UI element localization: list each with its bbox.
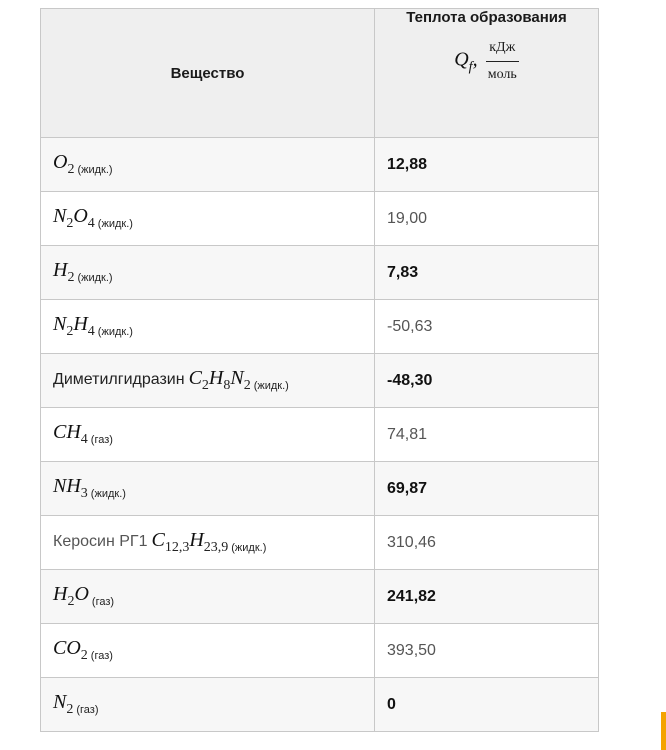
table-row	[41, 678, 599, 732]
substance-cell	[41, 138, 375, 192]
formula-element: H	[73, 313, 88, 335]
formula-element: H	[53, 259, 68, 281]
formula-subscript: 8	[223, 378, 231, 393]
header-substance: Вещество	[41, 9, 375, 138]
unit-numerator: кДж	[486, 40, 519, 62]
formula-element: N	[53, 205, 67, 227]
formula-element: NH	[53, 475, 81, 497]
table-row	[41, 354, 599, 408]
table-row	[41, 462, 599, 516]
formula-subscript: 2	[67, 270, 75, 285]
phase-label: (газ)	[90, 650, 113, 662]
formula-element: CO	[53, 637, 81, 659]
substance-cell	[41, 408, 375, 462]
heat-value: 7,83	[375, 246, 599, 300]
table-row	[41, 570, 599, 624]
heat-value: 12,88	[375, 138, 599, 192]
unit-denominator: моль	[487, 67, 517, 82]
header-heat-title: Теплота образования	[406, 9, 567, 26]
substance-cell	[41, 678, 375, 732]
table-header	[41, 9, 599, 138]
table-row	[41, 192, 599, 246]
heat-value: -48,30	[375, 354, 599, 408]
unit-fraction	[486, 40, 519, 83]
formula-subscript: 2	[67, 594, 75, 609]
table-row	[41, 516, 599, 570]
formula-subscript: 2	[243, 378, 251, 393]
table-row	[41, 138, 599, 192]
substance-cell	[41, 354, 375, 408]
heat-value: 241,82	[375, 570, 599, 624]
formula-subscript: 12,3	[164, 540, 190, 555]
formula-subscript: 2	[80, 648, 88, 663]
formula-element: H	[53, 583, 68, 605]
formula-subscript: 4	[87, 324, 95, 339]
formula-subscript: 4	[87, 216, 95, 231]
table-row	[41, 408, 599, 462]
phase-label: (жидк.)	[77, 164, 113, 176]
table-row	[41, 300, 599, 354]
table-row	[41, 246, 599, 300]
header-symbol-sub: f	[468, 59, 473, 75]
phase-label: (газ)	[90, 434, 113, 446]
substance-cell	[41, 300, 375, 354]
heat-value: 393,50	[375, 624, 599, 678]
heat-value: 74,81	[375, 408, 599, 462]
substance-name: Диметилгидразин	[53, 371, 185, 388]
phase-label: (жидк.)	[97, 218, 133, 230]
formula-element: C	[151, 529, 165, 551]
formula-subscript: 2	[201, 378, 209, 393]
formula-subscript: 2	[66, 702, 74, 717]
substance-cell	[41, 462, 375, 516]
table-body	[41, 138, 599, 732]
substance-cell	[41, 570, 375, 624]
formula-element: H	[189, 529, 204, 551]
phase-label: (жидк.)	[77, 272, 113, 284]
heat-value: -50,63	[375, 300, 599, 354]
heat-value: 69,87	[375, 462, 599, 516]
phase-label: (газ)	[91, 596, 115, 608]
substance-name: Керосин РГ1	[53, 533, 148, 550]
phase-label: (жидк.)	[90, 488, 126, 500]
formula-element: O	[73, 205, 88, 227]
formula-element: N	[53, 691, 67, 713]
substance-cell	[41, 516, 375, 570]
formula-element: H	[208, 367, 224, 389]
header-row	[41, 9, 599, 138]
substance-cell	[41, 246, 375, 300]
formula-subscript: 2	[66, 324, 74, 339]
heat-value: 0	[375, 678, 599, 732]
edge-accent-bar	[661, 712, 666, 750]
formula-element: O	[53, 151, 68, 173]
heat-value: 310,46	[375, 516, 599, 570]
formula-subscript: 2	[67, 162, 75, 177]
formula-subscript: 2	[66, 216, 74, 231]
formula-subscript: 3	[80, 486, 88, 501]
header-symbol: Q	[454, 48, 469, 71]
phase-label: (жидк.)	[231, 542, 267, 554]
phase-label: (газ)	[76, 704, 99, 716]
phase-label: (жидк.)	[97, 326, 133, 338]
formula-element: CH	[53, 421, 81, 443]
phase-label: (жидк.)	[253, 380, 289, 392]
header-heat-formula	[387, 40, 586, 83]
substance-cell	[41, 192, 375, 246]
header-heat-of-formation	[375, 9, 599, 138]
formula-subscript: 23,9	[203, 540, 229, 555]
heat-of-formation-table	[40, 8, 599, 732]
formula-element: C	[188, 367, 202, 389]
header-comma: ,	[472, 48, 478, 71]
heat-value: 19,00	[375, 192, 599, 246]
table-row	[41, 624, 599, 678]
formula-element: O	[74, 583, 89, 605]
formula-element: N	[53, 313, 67, 335]
formula-subscript: 4	[80, 432, 88, 447]
substance-cell	[41, 624, 375, 678]
formula-element: N	[230, 367, 244, 389]
